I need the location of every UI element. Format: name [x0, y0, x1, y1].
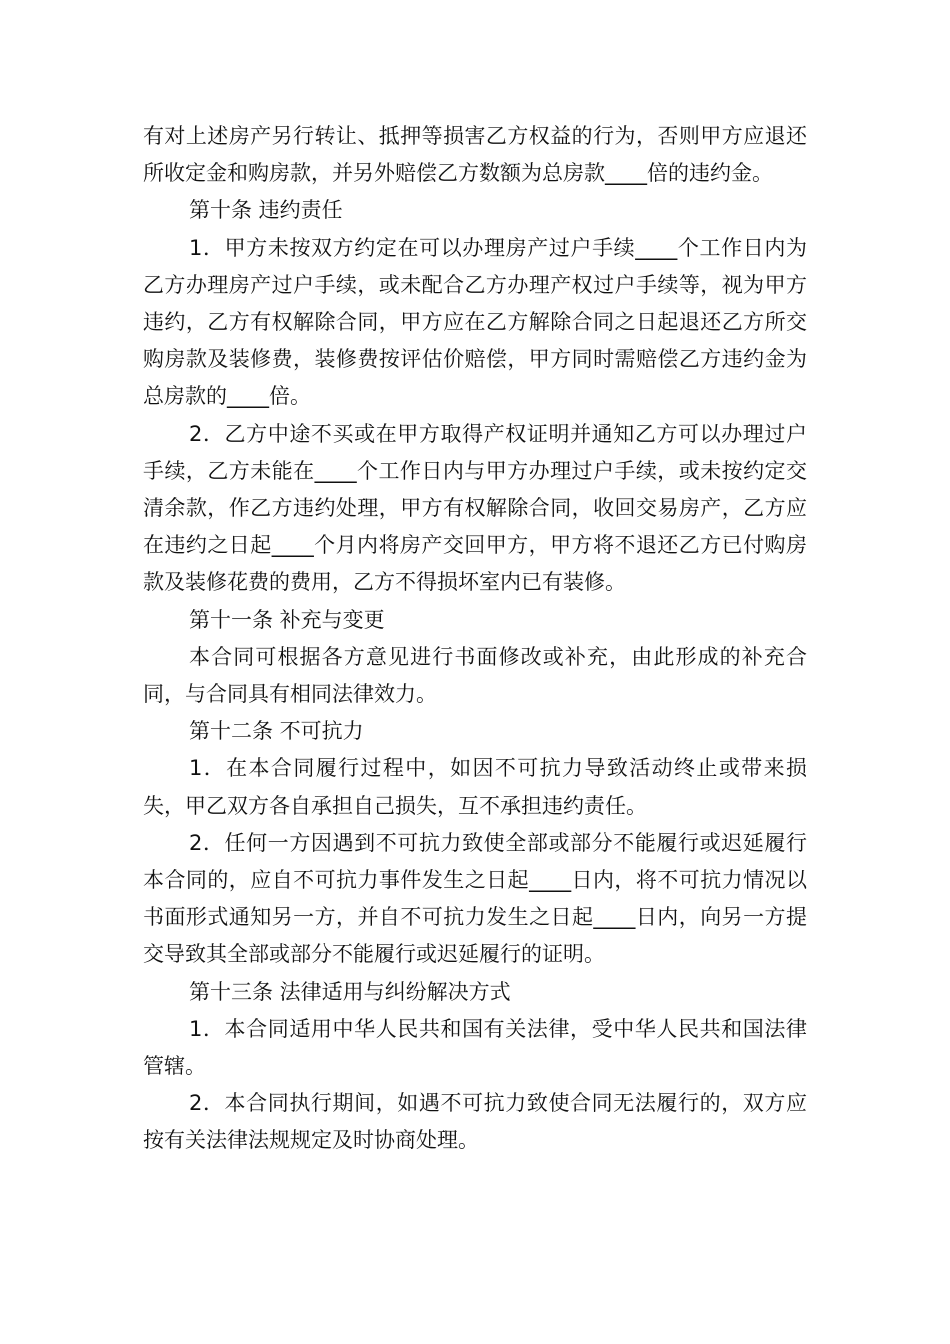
article-10-clause-1: 1．甲方未按双方约定在可以办理房产过户手续____个工作日内为乙方办理房产过户手续，或未配合乙方办理产权过户手续等，视为甲方违约，乙方有权解除合同，甲方应在乙方解除合同之日起退还乙方所交购房款及装修费，装修费按评估价赔偿，甲方同时需赔偿乙方违约金为总房款的____倍。 [143, 235, 807, 409]
document-body [143, 118, 807, 1160]
article-10-heading: 第十条 违约责任 [189, 198, 343, 223]
paragraph-penalty-continuation: 有对上述房产另行转让、抵押等损害乙方权益的行为，否则甲方应退还所收定金和购房款，并另外赔偿乙方数额为总房款____倍的违约金。 [143, 124, 807, 186]
article-12-clause-1: 1．在本合同履行过程中，如因不可抗力导致活动终止或带来损失，甲乙双方各自承担自己损失，互不承担违约责任。 [143, 756, 807, 818]
article-13-clause-2: 2．本合同执行期间，如遇不可抗力致使合同无法履行的，双方应按有关法律法规规定及时协商处理。 [143, 1091, 807, 1153]
article-12-clause-2: 2．任何一方因遇到不可抗力致使全部或部分不能履行或迟延履行本合同的，应自不可抗力事件发生之日起____日内，将不可抗力情况以书面形式通知另一方，并自不可抗力发生之日起____日内，向另一方提交导致其全部或部分不能履行或迟延履行的证明。 [143, 830, 807, 967]
article-13-clause-1: 1．本合同适用中华人民共和国有关法律，受中华人民共和国法律管辖。 [143, 1016, 807, 1079]
article-10-clause-2: 2．乙方中途不买或在甲方取得产权证明并通知乙方可以办理过户手续，乙方未能在____个工作日内与甲方办理过户手续，或未按约定交清余款，作乙方违约处理，甲方有权解除合同，收回交易房产，乙方应在违约之日起____个月内将房产交回甲方，甲方将不退还乙方已付购房款及装修花费的费用，乙方不得损坏室内已有装修。 [143, 421, 807, 595]
article-13-heading: 第十三条 法律适用与纠纷解决方式 [189, 979, 511, 1004]
article-12-heading: 第十二条 不可抗力 [189, 719, 364, 744]
article-11-heading: 第十一条 补充与变更 [189, 607, 385, 632]
article-11-body: 本合同可根据各方意见进行书面修改或补充，由此形成的补充合同，与合同具有相同法律效力。 [143, 644, 807, 707]
